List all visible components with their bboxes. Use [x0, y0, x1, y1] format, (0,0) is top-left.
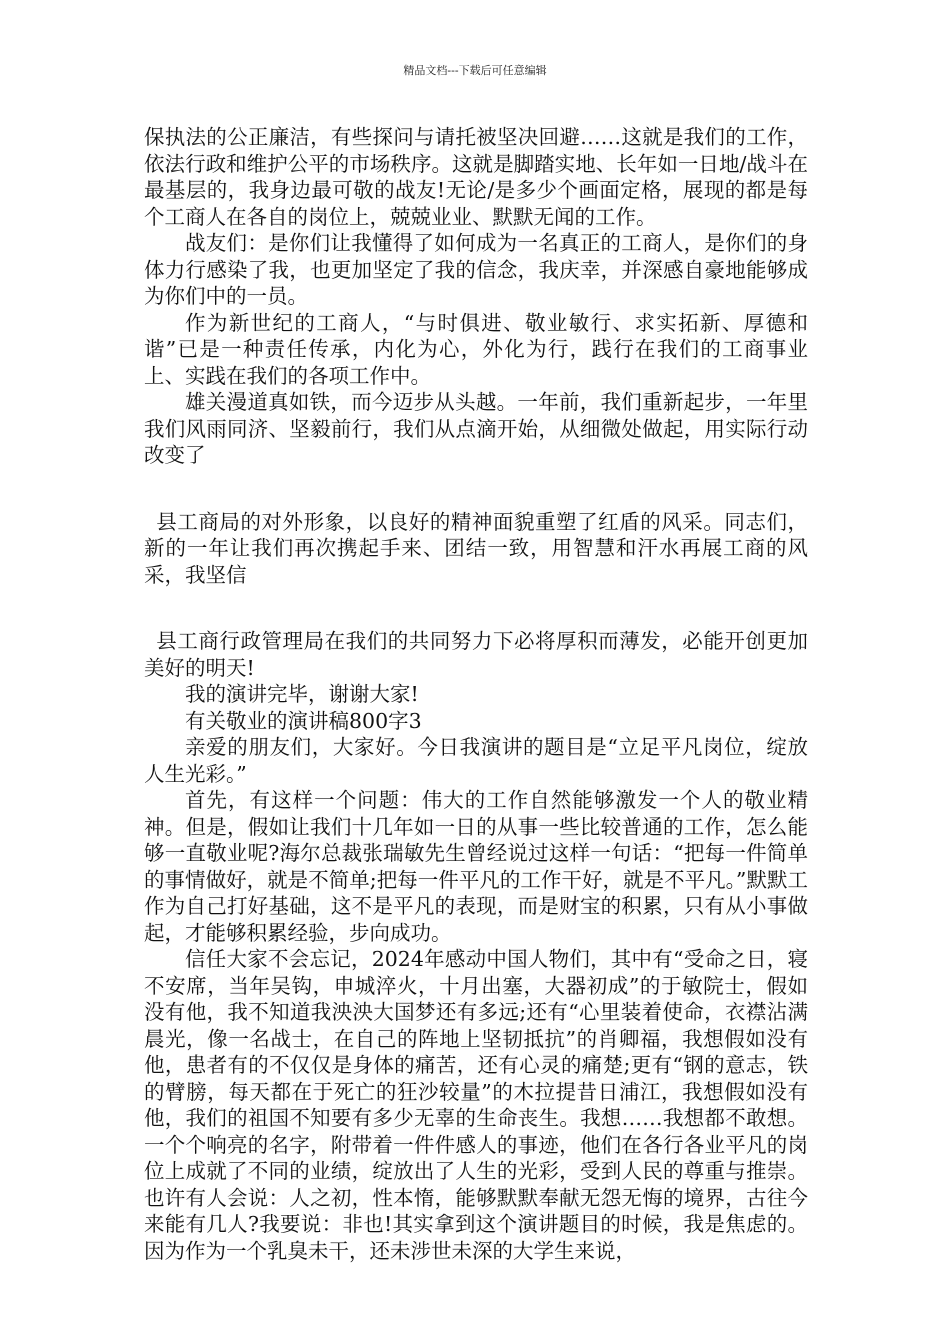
paragraph-gap — [144, 469, 808, 509]
paragraph-6: 县工商行政管理局在我们的共同努力下必将厚积而薄发，必能开创更加美好的明天! — [144, 629, 808, 680]
page-header: 精品文档---下载后可任意编辑 — [403, 64, 547, 77]
paragraph-11: 信任大家不会忘记，2024年感动中国人物们，其中有“受命之日，寝不安席，当年吴钩，申城淬火，十月出塞，大器初成”的于敏院士，假如没有他，我不知道我泱泱大国梦还有多远;还有“心里装着使命，衣襟沾满晨光，像一名战士，在自己的阵地上坚韧抵抗”的肖卿福，我想假如没有他，患者有的不仅仅是身体的痛苦，还有心灵的痛楚;更有“钢的意志，铁的臂膀，每天都在于死亡的狂沙较量”的木拉提昔日浦江，我想假如没有他，我们的祖国不知要有多少无辜的生命丧生。我想……我想都不敢想。一个个响亮的名字，附带着一件件感人的事迹，他们在各行各业平凡的岗位上成就了不同的业绩，绽放出了人生的光彩，受到人民的尊重与推崇。也许有人会说：人之初，性本惰，能够默默奉献无怨无悔的境界，古往今来能有几人?我要说：非也!其实拿到这个演讲题目的时候，我是焦虑的。因为作为一个乳臭未干，还未涉世未深的大学生来说， — [144, 947, 808, 1263]
paragraph-2: 战友们：是你们让我懂得了如何成为一名真正的工商人，是你们的身体力行感染了我，也更加坚定了我的信念，我庆幸，并深感自豪地能够成为你们中的一员。 — [144, 231, 808, 308]
section-title: 有关敬业的演讲稿800字3 — [185, 708, 422, 733]
paragraph-1: 保执法的公正廉洁，有些探问与请托被坚决回避……这就是我们的工作，依法行政和维护公平的市场秩序。这就是脚踏实地、长年如一日地/战斗在最基层的，我身边最可敬的战友!无论/是多少个画面定格，展现的都是每个工商人在各自的岗位上，兢兢业业、默默无闻的工作。 — [144, 125, 808, 229]
paragraph-3: 作为新世纪的工商人，“与时俱进、敬业敏行、求实拓新、厚德和谐”已是一种责任传承，内化为心，外化为行，践行在我们的工商事业上、实践在我们的各项工作中。 — [144, 310, 808, 388]
paragraph-gap — [144, 588, 808, 628]
paragraph-10: 首先，有这样一个问题：伟大的工作自然能够激发一个人的敬业精神。但是，假如让我们十几年如一日的从事一些比较普通的工作，怎么能够一直敬业呢?海尔总裁张瑞敏先生曾经说过这样一句话：“把每一件简单的事情做好，就是不简单;把每一件平凡的工作干好，就是不平凡。”默默工作为自己打好基础，这不是平凡的表现，而是财宝的积累，只有从小事做起，才能够积累经验，步向成功。 — [144, 788, 808, 945]
paragraph-9: 亲爱的朋友们，大家好。今日我演讲的题目是“立足平凡岗位，绽放人生光彩。” — [144, 735, 808, 786]
paragraph-5: 县工商局的对外形象，以良好的精神面貌重塑了红盾的风采。同志们，新的一年让我们再次携起手来、团结一致，用智慧和汗水再展工商的风采，我坚信 — [144, 509, 808, 587]
document-body — [144, 124, 808, 1264]
paragraph-7: 我的演讲完毕，谢谢大家! — [185, 682, 419, 706]
paragraph-4: 雄关漫道真如铁，而今迈步从头越。一年前，我们重新起步，一年里我们风雨同济、坚毅前行，我们从点滴开始，从细微处做起，用实际行动改变了 — [144, 390, 808, 467]
